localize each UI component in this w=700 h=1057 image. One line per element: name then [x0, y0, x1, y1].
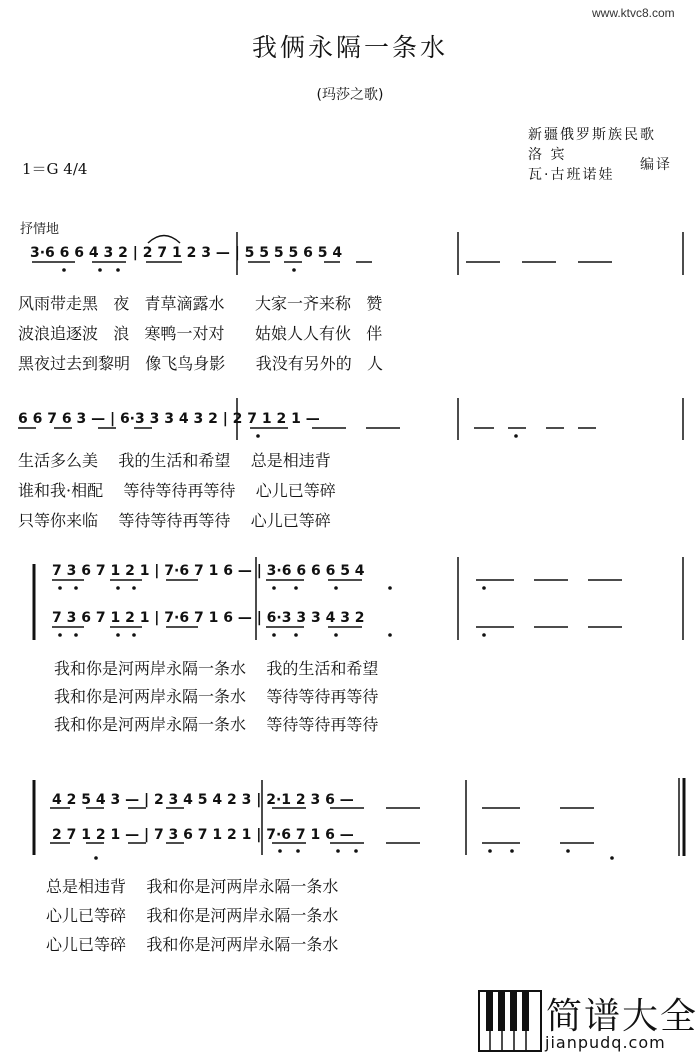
expression-mark: 抒情地 — [20, 222, 60, 237]
system-3-notes-upper: 7 3 6 7 1 2 1 | 7·6 7 1 6 — | 3·6 6 6 6 5 4 — [52, 563, 365, 579]
credit-name-2: 瓦·古班诺娃 — [528, 167, 615, 183]
system-2-notes: 6 6 7 6 3 — | 6·3 3 3 4 3 2 | 2 7 1 2 1 — — [18, 411, 320, 427]
credit-origin: 新疆俄罗斯族民歌 — [528, 127, 656, 143]
system-1-notes: 3·6 6 6 4 3 2 | 2 7 1 2 3 — | 5 5 5 5 6 5 4 — [30, 245, 343, 261]
song-subtitle: (玛莎之歌) — [316, 87, 384, 103]
system-3-lyric-3: 我和你是河两岸永隔一条水 等待等待再等待 — [54, 715, 379, 734]
credit-name-1: 洛 宾 — [528, 147, 567, 163]
system-4-notes-lower: 2 7 1 2 1 — | 7 3 6 7 1 2 1 | 7·6 7 1 6 — — [52, 827, 354, 843]
system-4-lyric-2: 心儿已等碎 我和你是河两岸永隔一条水 — [46, 906, 339, 925]
system-2-lyric-2: 谁和我·相配 等待等待再等待 心儿已等碎 — [18, 481, 336, 500]
system-4-notes-upper: 4 2 5 4 3 — | 2 3 4 5 4 2 3 | 2·1 2 3 6 — — [52, 792, 354, 808]
site-url: www.ktvc8.com — [592, 6, 675, 20]
system-2-lyric-3: 只等你来临 等待等待再等待 心儿已等碎 — [18, 511, 331, 530]
system-1-lyric-2: 波浪追逐波 浪 寒鸭一对对 姑娘人人有伙 伴 — [18, 324, 383, 343]
song-title: 我俩永隔一条水 — [251, 33, 448, 62]
key-signature: 1＝G 4/4 — [22, 160, 88, 178]
system-1-lyric-1: 风雨带走黑 夜 青草滴露水 大家一齐来称 赞 — [18, 294, 383, 313]
piano-keys-icon — [478, 990, 542, 1052]
credit-role: 编译 — [640, 157, 672, 173]
watermark-name: 简谱大全 — [546, 996, 699, 1037]
system-3-lyric-1: 我和你是河两岸永隔一条水 我的生活和希望 — [54, 659, 379, 678]
system-4-lyric-3: 心儿已等碎 我和你是河两岸永隔一条水 — [46, 935, 339, 954]
system-3-lyric-2: 我和你是河两岸永隔一条水 等待等待再等待 — [54, 687, 379, 706]
watermark-url: jianpudq.com — [545, 1033, 666, 1052]
system-1-lyric-3: 黑夜过去到黎明 像飞鸟身影 我没有另外的 人 — [18, 354, 384, 373]
system-2-lyric-1: 生活多么美 我的生活和希望 总是相违背 — [18, 451, 331, 470]
system-4-lyric-1: 总是相违背 我和你是河两岸永隔一条水 — [46, 877, 339, 896]
system-3-notes-lower: 7 3 6 7 1 2 1 | 7·6 7 1 6 — | 6·3 3 3 4 3 2 — [52, 610, 365, 626]
